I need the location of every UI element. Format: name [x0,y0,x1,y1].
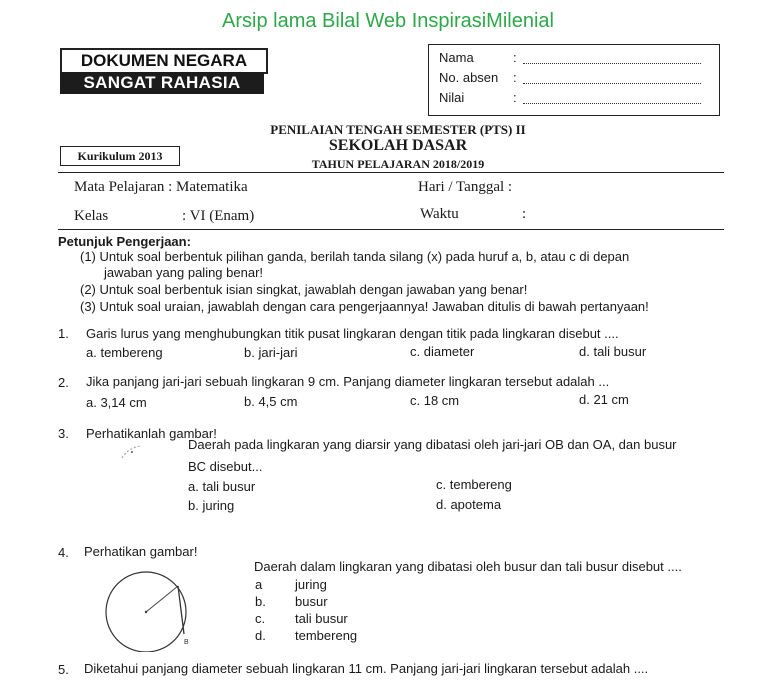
instruction-2: (2) Untuk soal berbentuk isian singkat, jawablah dengan jawaban yang benar! [80,282,528,297]
q3-circle-figure [120,444,160,464]
q4-option-a[interactable]: juring [295,577,327,592]
waktu-colon: : [522,206,527,222]
identity-box [428,44,720,116]
kelas-label: Kelas [74,208,109,224]
header-divider [58,172,724,173]
q2-option-b[interactable]: b. 4,5 cm [244,394,298,409]
instruction-1-cont: jawaban yang paling benar! [104,265,264,280]
q3-option-a[interactable]: a. tali busur [188,479,256,494]
info-divider [58,229,724,230]
q1-option-c[interactable]: c. diameter [410,344,475,359]
stamp-dokumen-negara: DOKUMEN NEGARA [60,48,268,74]
absen-colon: : [513,70,517,85]
nilai-label: Nilai [439,90,465,105]
q2-option-d[interactable]: d. 21 cm [579,392,629,407]
q3-option-c[interactable]: c. tembereng [436,477,512,492]
waktu-label: Waktu [420,206,459,222]
instruction-3: (3) Untuk soal uraian, jawablah dengan cara pengerjaannya! Jawaban ditulis di bawah pertanyaan! [80,299,649,314]
q4-option-c[interactable]: tali busur [295,611,348,626]
nama-label: Nama [439,50,474,65]
stamp-sangat-rahasia: SANGAT RAHASIA [60,72,264,94]
q3-body-line1: Daerah pada lingkaran yang diarsir yang dibatasi oleh jari-jari OB dan OA, dan busur [188,437,677,452]
q2-option-c[interactable]: c. 18 cm [410,393,460,408]
q3-option-b[interactable]: b. juring [188,498,235,513]
q4-option-c-letter[interactable]: c. [255,611,266,626]
q2-option-a[interactable]: a. 3,14 cm [86,395,147,410]
absen-field[interactable] [523,83,701,84]
mapel-label: Mata Pelajaran : Matematika [74,179,248,195]
nilai-field[interactable] [523,103,701,104]
q4-option-a-letter[interactable]: a [255,577,263,592]
instruction-1: (1) Untuk soal berbentuk pilihan ganda, berilah tanda silang (x) pada huruf a, b, atau c di depan [80,249,630,264]
q4-label-b: B [184,639,189,646]
q4-option-b-letter[interactable]: b. [255,594,266,609]
nama-colon: : [513,50,517,65]
kurikulum-box: Kurikulum 2013 [60,146,180,166]
q5-number: 5. [58,662,69,677]
q2-number: 2. [58,375,69,390]
absen-label: No. absen [439,70,499,85]
q3-option-d[interactable]: d. apotema [436,497,502,512]
nama-field[interactable] [523,63,701,64]
q2-text: Jika panjang jari-jari sebuah lingkaran 9 cm. Panjang diameter lingkaran tersebut adalah ... [86,374,610,389]
q3-text: Perhatikanlah gambar! [86,426,217,441]
q4-text: Perhatikan gambar! [84,544,198,559]
q4-option-b[interactable]: busur [295,594,328,609]
q5-text: Diketahui panjang diameter sebuah lingkaran 11 cm. Panjang jari-jari lingkaran tersebut adalah .... [84,661,649,676]
academic-year: TAHUN PELAJARAN 2018/2019 [311,157,485,171]
exam-title: PENILAIAN TENGAH SEMESTER (PTS) II [270,122,526,137]
nilai-colon: : [513,90,517,105]
q1-option-d[interactable]: d. tali busur [579,344,647,359]
watermark-text: Arsip lama Bilal Web InspirasiMilenial [222,10,554,32]
q4-option-d-letter[interactable]: d. [255,628,266,643]
hari-label: Hari / Tanggal : [418,179,513,195]
q4-number: 4. [58,545,69,560]
q4-body: Daerah dalam lingkaran yang dibatasi oleh busur dan tali busur disebut .... [254,559,682,574]
q1-number: 1. [58,326,69,341]
school-level: SEKOLAH DASAR [328,137,468,154]
q4-circle-figure [98,568,202,652]
q3-body-line2: BC disebut... [188,459,263,474]
kelas-value: : VI (Enam) [182,208,255,224]
q3-number: 3. [58,426,69,441]
q1-text: Garis lurus yang menghubungkan titik pusat lingkaran dengan titik pada lingkaran disebut .... [86,326,619,341]
q4-option-d[interactable]: tembereng [295,628,358,643]
instructions-heading: Petunjuk Pengerjaan: [58,234,191,249]
q1-option-b[interactable]: b. jari-jari [244,345,298,360]
q1-option-a[interactable]: a. tembereng [86,345,163,360]
